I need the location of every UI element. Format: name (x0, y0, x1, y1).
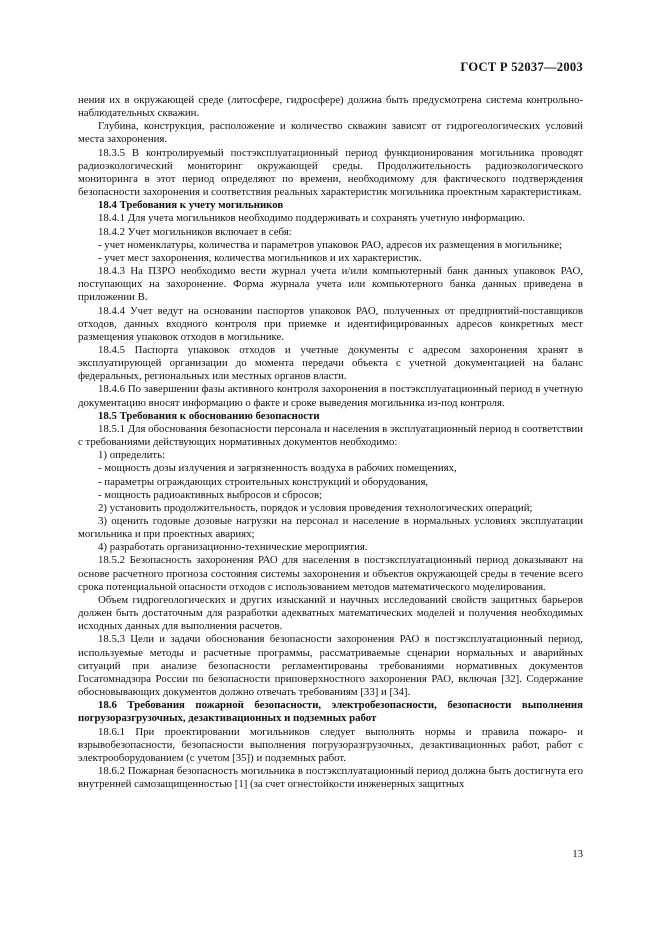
paragraph: 18.6.1 При проектировании могильников следует выполнять нормы и правила пожаро- и взрывобезопасности, безопасности выполнения погрузоразгрузочных, дезактивационных работ, работ с электрооборудованием (с учетом [35]) и подземных работ. (78, 725, 583, 764)
paragraph: 18.4.2 Учет могильников включает в себя: (98, 225, 292, 238)
paragraph: Глубина, конструкция, расположение и количество скважин зависят от гидрогеологических условий места захоронения. (78, 120, 583, 146)
page-number: 13 (572, 848, 583, 860)
paragraph: 18.5.1 Для обоснования безопасности персонала и населения в эксплуатационный период в соответствии с требованиями действующих нормативных документов необходимо: (78, 422, 583, 449)
paragraph: 18.4.6 По завершении фазы активного контроля захоронения в постэксплуатационный период в учетную документацию вносят информацию о факте и сроке выведения могильника из-под контроля. (78, 383, 583, 409)
paragraph: 2) установить продолжительность, порядок и условия проведения технологических операций; (98, 501, 533, 514)
paragraph: 18.4.5 Паспорта упаковок отходов и учетные документы с адресом захоронения хранят в эксплуатирующей организации до момента передачи объекта с учетной документацией на баланс федеральных, региональных или местных органов власти. (78, 343, 583, 383)
paragraph: нения их в окружающей среде (литосфере, гидросфере) должна быть предусмотрена система контрольно-наблюдательных скважин. (78, 94, 583, 120)
document-body (78, 94, 583, 791)
paragraph: 18.3.5 В контролируемый постэксплуатационный период функционирования могильника проводят радиоэкологический мониторинг окружающей среды. Продолжительность радиоэкологического мониторинга в этот период определяют по времени, необходимому для фактического подтверждения безопасности захоронения и соответствия реальных характеристик могильника проектным характеристикам. (78, 146, 583, 199)
document-code-header: ГОСТ Р 52037—2003 (460, 60, 583, 74)
paragraph: - параметры ограждающих строительных конструкций и оборудования, (98, 475, 429, 488)
section-heading: 18.4 Требования к учету могильников (98, 199, 284, 212)
paragraph: - мощность дозы излучения и загрязненность воздуха в рабочих помещениях, (98, 462, 457, 475)
paragraph: 18.4.3 На ПЗРО необходимо вести журнал учета и/или компьютерный банк данных упаковок РАО, поступающих на захоронение. Форма журнала учета или компьютерного банка данных приведена в приложении В. (78, 265, 583, 304)
paragraph: 18.5.3 Цели и задачи обоснования безопасности захоронения РАО в постэксплуатационный период, используемые методы и расчетные программы, рассматриваемые сценарии нормальных и аварийных ситуаций при анализе безопасности регламентированы требованиями нормативных документов Госатомнадзора России по безопасности приповерхностного захоронения РАО, включая [32]. Содержание обосновывающих документов должно отвечать требованиям [33] и [34]. (78, 633, 583, 699)
paragraph: 3) оценить годовые дозовые нагрузки на персонал и население в нормальных условиях эксплуатации могильника и при проектных авариях; (78, 515, 583, 541)
paragraph: 18.5.2 Безопасность захоронения РАО для населения в постэксплуатационный период доказывают на основе расчетного прогноза состояния системы захоронения и объектов окружающей среды в течение всего срока потенциальной опасности отходов с использованием методов математического моделирования. (78, 554, 583, 593)
paragraph: 18.6.2 Пожарная безопасность могильника в постэксплуатационный период должна быть достигнута его внутренней самозащищенностью [1] (за счет огнестойкости инженерных защитных (78, 764, 583, 791)
paragraph: - мощность радиоактивных выбросов и сбросов; (98, 488, 323, 501)
section-heading: 18.6 Требования пожарной безопасности, электробезопасности, безопасности выполнения погрузоразгрузочных, дезактивационных и подземных работ (78, 699, 583, 725)
section-heading: 18.5 Требования к обоснованию безопасности (98, 409, 320, 422)
paragraph: - учет номенклатуры, количества и параметров упаковок РАО, адресов их размещения в могильнике; (98, 238, 562, 251)
paragraph: - учет мест захоронения, количества могильников и их характеристик. (98, 251, 422, 264)
paragraph: Объем гидрогеологических и других изысканий и научных исследований свойств защитных барьеров должен быть достаточным для разработки адекватных математических моделей и получения необходимых исходных данных для выполнения расчетов. (78, 593, 583, 633)
paragraph: 18.4.4 Учет ведут на основании паспортов упаковок РАО, полученных от предприятий-поставщиков отходов, данных входного контроля при приемке и идентифицированных адресов конкретных мест размещения упаковок отходов в могильнике. (78, 304, 583, 343)
paragraph: 4) разработать организационно-технические мероприятия. (98, 541, 368, 554)
paragraph: 18.4.1 Для учета могильников необходимо поддерживать и сохранять учетную информацию. (98, 212, 526, 225)
paragraph: 1) определить: (98, 449, 166, 462)
